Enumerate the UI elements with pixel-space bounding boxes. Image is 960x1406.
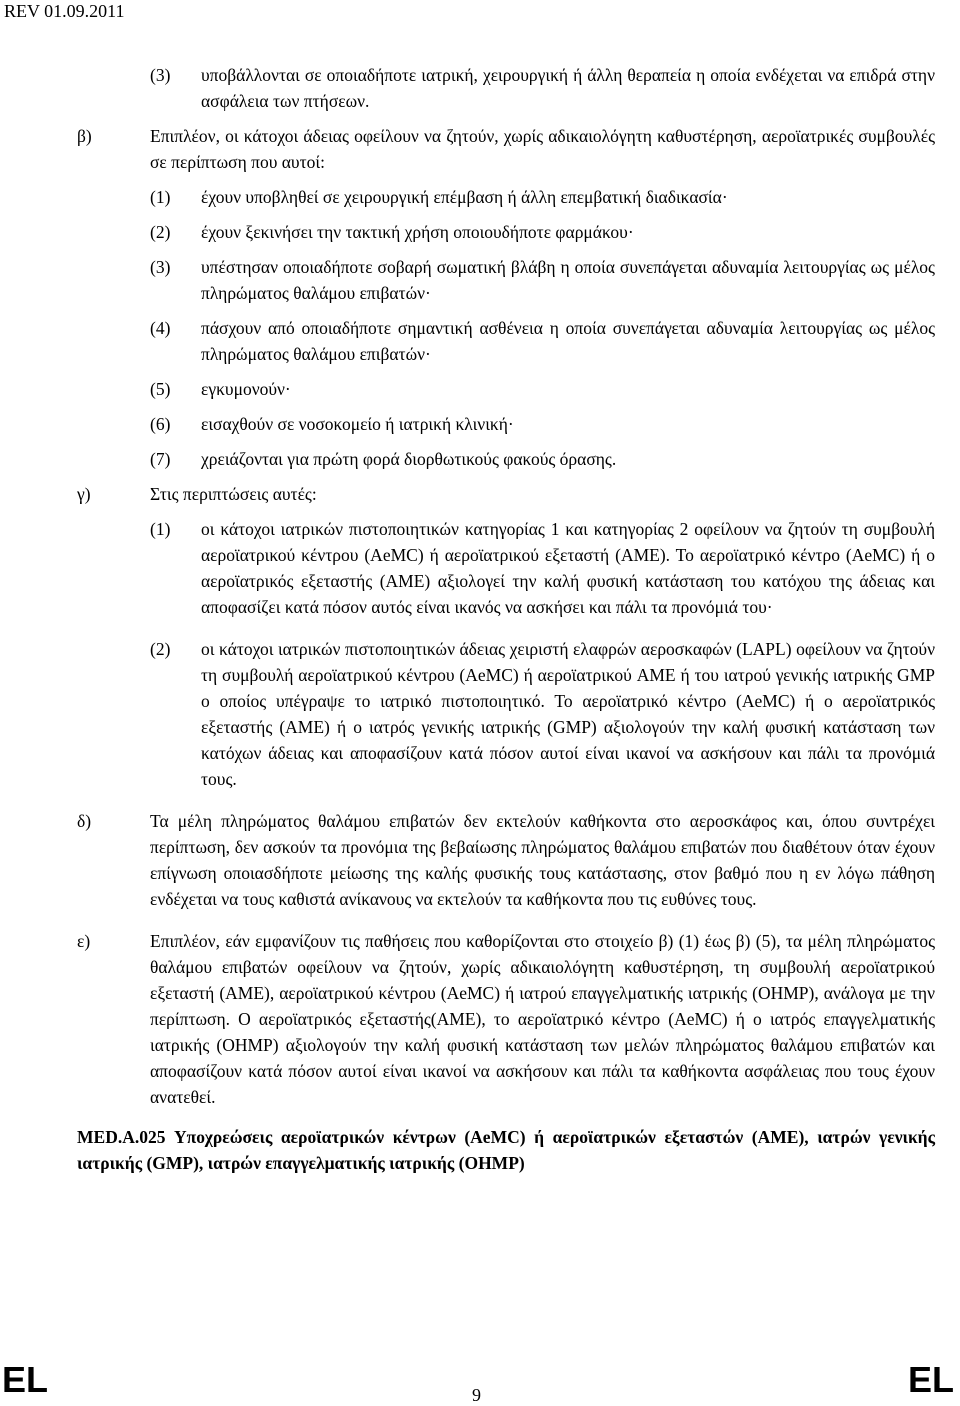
list-item xyxy=(0,481,960,507)
item-number: (7) xyxy=(150,449,171,469)
revision-header: REV 01.09.2011 xyxy=(4,1,125,21)
item-text: οι κάτοχοι ιατρικών πιστοποιητικών κατηγορίας 1 και κατηγορίας 2 οφείλουν να ζητούν τη συμβουλή αεροϊατρικού κέντρου (AeMC) ή αεροϊατρικού εξεταστή (AME). Το αεροϊατρικό κέντρο (AeMC) ή ο αεροϊατρικός εξεταστής (AME) αξιολογεί την καλή φυσική κατάσταση του κατόχου της άδειας και αποφασίζει κατά πόσον αυτός είναι ικανός να ασκήσει και πάλι τα προνόμιά του· xyxy=(201,519,935,617)
page-number: 9 xyxy=(472,1385,481,1405)
list-item xyxy=(0,376,960,402)
item-text: Επιπλέον, οι κάτοχοι άδειας οφείλουν να ζητούν, χωρίς αδικαιολόγητη καθυστέρηση, αεροϊατρικές συμβουλές σε περίπτωση που αυτοί: xyxy=(150,126,935,172)
item-number: (1) xyxy=(150,519,171,539)
item-text: χρειάζονται για πρώτη φορά διορθωτικούς φακούς όρασης. xyxy=(201,449,617,469)
item-text: υπέστησαν οποιαδήποτε σοβαρή σωματική βλάβη η οποία συνεπάγεται αδυναμία λειτουργίας ως μέλος πληρώματος θαλάμου επιβατών· xyxy=(201,257,935,303)
item-letter: β) xyxy=(77,126,92,146)
item-text: οι κάτοχοι ιατρικών πιστοποιητικών άδειας χειριστή ελαφρών αεροσκαφών (LAPL) οφείλουν να ζητούν τη συμβουλή αεροϊατρικού κέντρου (AeMC) ή αεροϊατρικού AME ή του ιατρού γενικής ιατρικής GMP ο οποίος υπέγραψε το ιατρικό πιστοποιητικό. Το αεροϊατρικό κέντρο (AeMC) ή ο αεροϊατρικός εξεταστής (AME) ή ο ιατρός γενικής ιατρικής (GMP) αξιολογούν την καλή φυσική κατάσταση των κατόχων άδειας και αποφασίζουν κατά πόσον αυτοί είναι ικανοί να ασκήσουν και πάλι τα προνόμιά τους. xyxy=(201,639,935,789)
item-number: (6) xyxy=(150,414,171,434)
item-text: Στις περιπτώσεις αυτές: xyxy=(150,484,317,504)
item-text: εγκυμονούν· xyxy=(201,379,291,399)
list-item xyxy=(0,446,960,472)
footer-language-left: EL xyxy=(2,1359,49,1400)
item-text: εισαχθούν σε νοσοκομείο ή ιατρική κλινική· xyxy=(201,414,514,434)
item-number: (3) xyxy=(150,65,171,85)
list-item xyxy=(0,928,960,1110)
item-letter: δ) xyxy=(77,811,92,831)
item-number: (4) xyxy=(150,318,171,338)
section-heading: MED.A.025 Υποχρεώσεις αεροϊατρικών κέντρων (AeMC) ή αεροϊατρικών εξεταστών (AME), ιατρών γενικής ιατρικής (GMP), ιατρών επαγγελματικής ιατρικής (OHMP) xyxy=(77,1127,935,1173)
list-item xyxy=(0,254,960,306)
item-number: (1) xyxy=(150,187,171,207)
item-number: (2) xyxy=(150,639,171,659)
item-text: υποβάλλονται σε οποιαδήποτε ιατρική, χειρουργική ή άλλη θεραπεία η οποία ενδέχεται να επιδρά στην ασφάλεια των πτήσεων. xyxy=(201,65,935,111)
list-item xyxy=(0,636,960,792)
item-text: πάσχουν από οποιαδήποτε σημαντική ασθένεια η οποία συνεπάγεται αδυναμία λειτουργίας ως μέλος πληρώματος θαλάμου επιβατών· xyxy=(201,318,935,364)
document-body xyxy=(0,62,960,1176)
footer-language-right: EL xyxy=(907,1359,954,1400)
item-number: (3) xyxy=(150,257,171,277)
list-item xyxy=(0,808,960,912)
list-item xyxy=(0,315,960,367)
item-text: έχουν ξεκινήσει την τακτική χρήση οποιουδήποτε φαρμάκου· xyxy=(201,222,634,242)
list-item xyxy=(0,184,960,210)
item-text: Τα μέλη πληρώματος θαλάμου επιβατών δεν εκτελούν καθήκοντα στο αεροσκάφος και, όπου συντρέχει περίπτωση, δεν ασκούν τα προνόμια της βεβαίωσης πληρώματος θαλάμου επιβατών που διαθέτουν όταν έχουν επίγνωση οποιασδήποτε μείωσης της καλής φυσικής τους κατάστασης, στον βαθμό που η εν λόγω πάθηση ενδέχεται να τους καθιστά ανίκανους να εκτελούν τα καθήκοντα που τις ευθύνες τους. xyxy=(150,811,935,909)
list-item xyxy=(0,219,960,245)
list-item xyxy=(0,516,960,620)
item-text: Επιπλέον, εάν εμφανίζουν τις παθήσεις που καθορίζονται στο στοιχείο β) (1) έως β) (5), τα μέλη πληρώματος θαλάμου επιβατών οφείλουν να ζητούν, χωρίς αδικαιολόγητη καθυστέρηση, τη συμβουλή αεροϊατρικού εξεταστή (AME), αεροϊατρικού κέντρου (AeMC) ή ιατρού επαγγελματικής ιατρικής (OHMP), ανάλογα με την περίπτωση. Ο αεροϊατρικός εξεταστής(AME), το αεροϊατρικό κέντρο (AeMC) ή ο ιατρός επαγγελματικής ιατρικής (OHMP) αξιολογούν την καλή φυσική κατάσταση των μελών πληρώματος θαλάμου επιβατών και αποφασίζουν κατά πόσον αυτοί είναι ικανοί να ασκήσουν και πάλι τα καθήκοντα ασφάλειας που τους έχουν ανατεθεί. xyxy=(150,931,935,1107)
item-text: έχουν υποβληθεί σε χειρουργική επέμβαση ή άλλη επεμβατική διαδικασία· xyxy=(201,187,728,207)
item-number: (2) xyxy=(150,222,171,242)
list-item xyxy=(0,123,960,175)
item-letter: γ) xyxy=(77,484,91,504)
item-number: (5) xyxy=(150,379,171,399)
item-letter: ε) xyxy=(77,931,91,951)
list-item xyxy=(0,62,960,114)
list-item xyxy=(0,411,960,437)
